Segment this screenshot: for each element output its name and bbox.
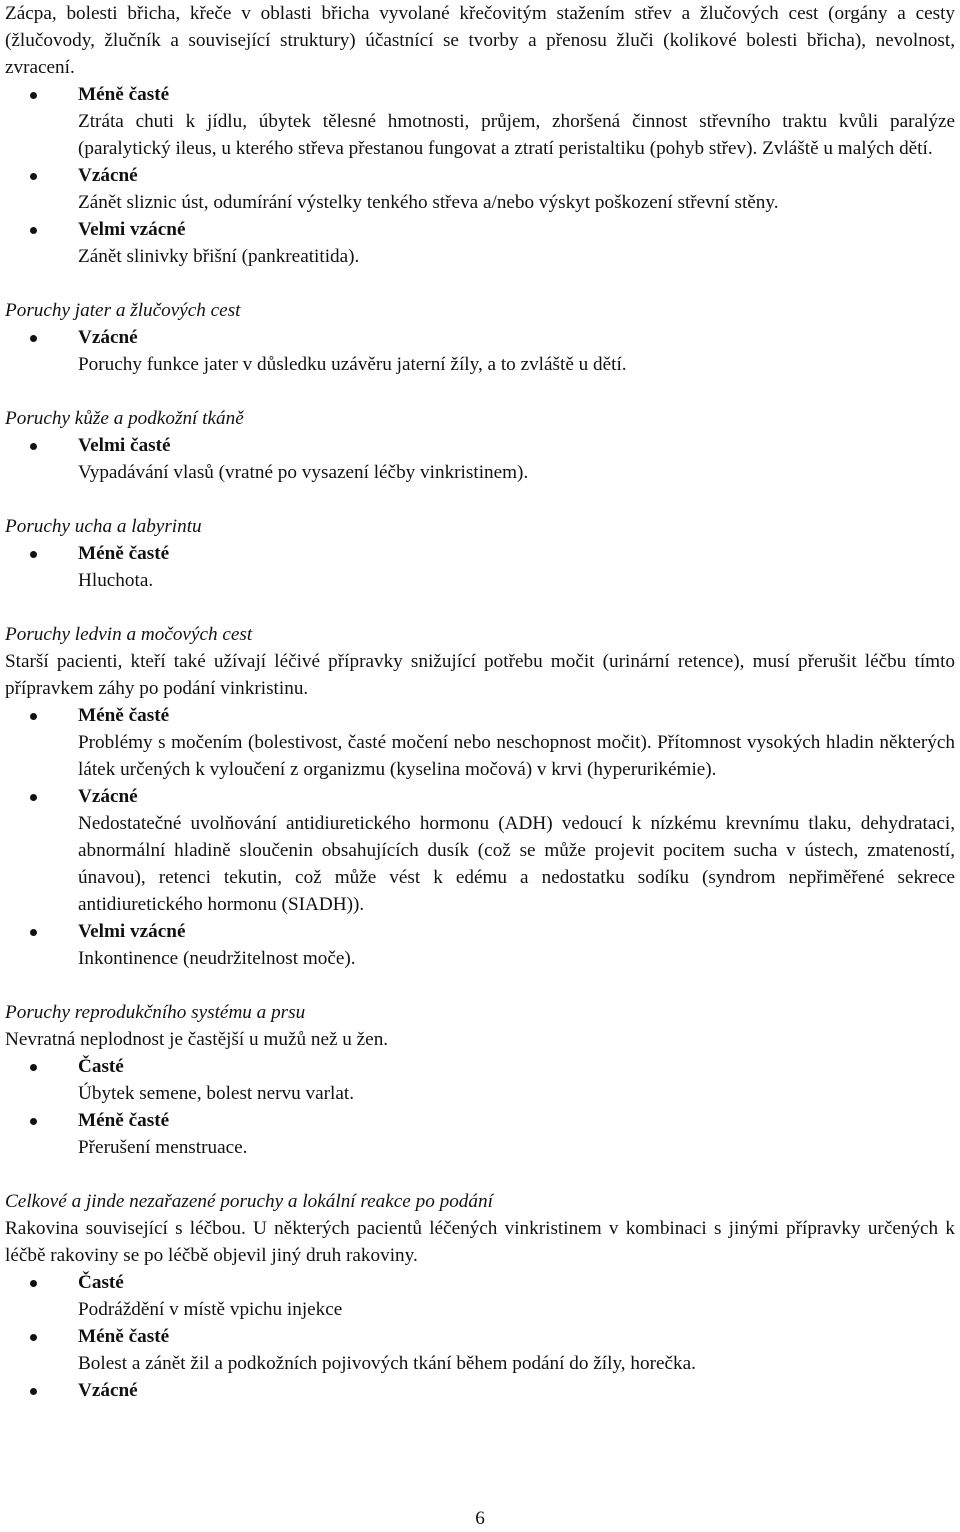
effect-text: Podráždění v místě vpichu injekce: [78, 1299, 343, 1320]
frequency-label: Méně časté: [78, 1107, 955, 1134]
frequency-label: Vzácné: [78, 783, 955, 810]
frequency-label: Méně časté: [78, 1323, 955, 1350]
section-heading: Poruchy ledvin a močových cest: [5, 624, 253, 645]
effect-text: Ztráta chuti k jídlu, úbytek tělesné hmotnosti, průjem, zhoršená činnost střevního traktu kvůli paralýze (paralytický ileus, u kterého střeva přestanou fungovat a ztratí peristaltiku (pohyb střev). Zvláště u malých dětí.: [78, 111, 955, 159]
effect-text: Úbytek semene, bolest nervu varlat.: [78, 1083, 354, 1104]
frequency-label: Velmi vzácné: [78, 918, 955, 945]
effect-text: Vypadávání vlasů (vratné po vysazení léčby vinkristinem).: [78, 462, 529, 483]
effect-text: Inkontinence (neudržitelnost moče).: [78, 948, 356, 969]
effect-text: Zánět sliznic úst, odumírání výstelky tenkého střeva a/nebo výskyt poškození střevní stěny.: [78, 192, 779, 213]
frequency-label: Časté: [78, 1269, 955, 1296]
frequency-label: Časté: [78, 1053, 955, 1080]
section-heading: Celkové a jinde nezařazené poruchy a lokální reakce po podání: [5, 1191, 493, 1212]
frequency-label: Vzácné: [78, 1377, 955, 1404]
intro-text: Zácpa, bolesti břicha, křeče v oblasti břicha vyvolané křečovitým stažením střev a žlučových cest (orgány a cesty (žlučovody, žlučník a související struktury) účastnící se tvorby a přenosu žluči (kolikové bolesti břicha), nevolnost, zvracení.: [5, 3, 955, 78]
effect-text: Zánět slinivky břišní (pankreatitida).: [78, 246, 360, 267]
effect-text: Hluchota.: [78, 570, 154, 591]
section-liver: [5, 297, 955, 378]
intro-block: [5, 0, 955, 270]
section-general: [5, 1188, 955, 1404]
page-number: 6: [475, 1508, 485, 1529]
effect-text: Nedostatečné uvolňování antidiuretického hormonu (ADH) vedoucí k nízkému krevnímu tlaku, dehydrataci, abnormální hladině sloučenin obsahujících dusík (což se může projevit pocitem sucha v ústech, zmateností, únavou), retenci tekutin, což může vést k edému a nedostatku sodíku (syndrom nepřiměřené sekrece antidiuretického hormonu (SIADH)).: [78, 813, 955, 915]
section-intro: Rakovina související s léčbou. U některých pacientů léčených vinkristinem v kombinaci s jinými přípravky určených k léčbě rakoviny se po léčbě objevil jiný druh rakoviny.: [5, 1218, 955, 1266]
effect-text: Přerušení menstruace.: [78, 1137, 248, 1158]
frequency-label: Méně časté: [78, 540, 955, 567]
section-heading: Poruchy kůže a podkožní tkáně: [5, 408, 244, 429]
frequency-label: Velmi vzácné: [78, 216, 955, 243]
section-skin: [5, 405, 955, 486]
page-content: [5, 0, 955, 1404]
frequency-label: Velmi časté: [78, 432, 955, 459]
section-heading: Poruchy jater a žlučových cest: [5, 300, 241, 321]
section-intro: Nevratná neplodnost je častější u mužů než u žen.: [5, 1029, 389, 1050]
effect-text: Poruchy funkce jater v důsledku uzávěru jaterní žíly, a to zvláště u dětí.: [78, 354, 627, 375]
section-intro: Starší pacienti, kteří také užívají léčivé přípravky snižující potřebu močit (urinární retence), musí přerušit léčbu tímto přípravkem záhy po podání vinkristinu.: [5, 651, 955, 699]
section-heading: Poruchy ucha a labyrintu: [5, 516, 202, 537]
effect-text: Problémy s močením (bolestivost, časté močení nebo neschopnost močit). Přítomnost vysokých hladin některých látek určených k vyloučení z organizmu (kyselina močová) v krvi (hyperurikémie).: [78, 732, 955, 780]
frequency-label: Vzácné: [78, 324, 955, 351]
section-ear: [5, 513, 955, 594]
frequency-label: Vzácné: [78, 162, 955, 189]
section-reproductive: [5, 999, 955, 1161]
frequency-label: Méně časté: [78, 702, 955, 729]
effect-text: Bolest a zánět žil a podkožních pojivových tkání během podání do žíly, horečka.: [78, 1353, 696, 1374]
section-heading: Poruchy reprodukčního systému a prsu: [5, 1002, 306, 1023]
section-kidney: [5, 621, 955, 972]
frequency-label: Méně časté: [78, 81, 955, 108]
